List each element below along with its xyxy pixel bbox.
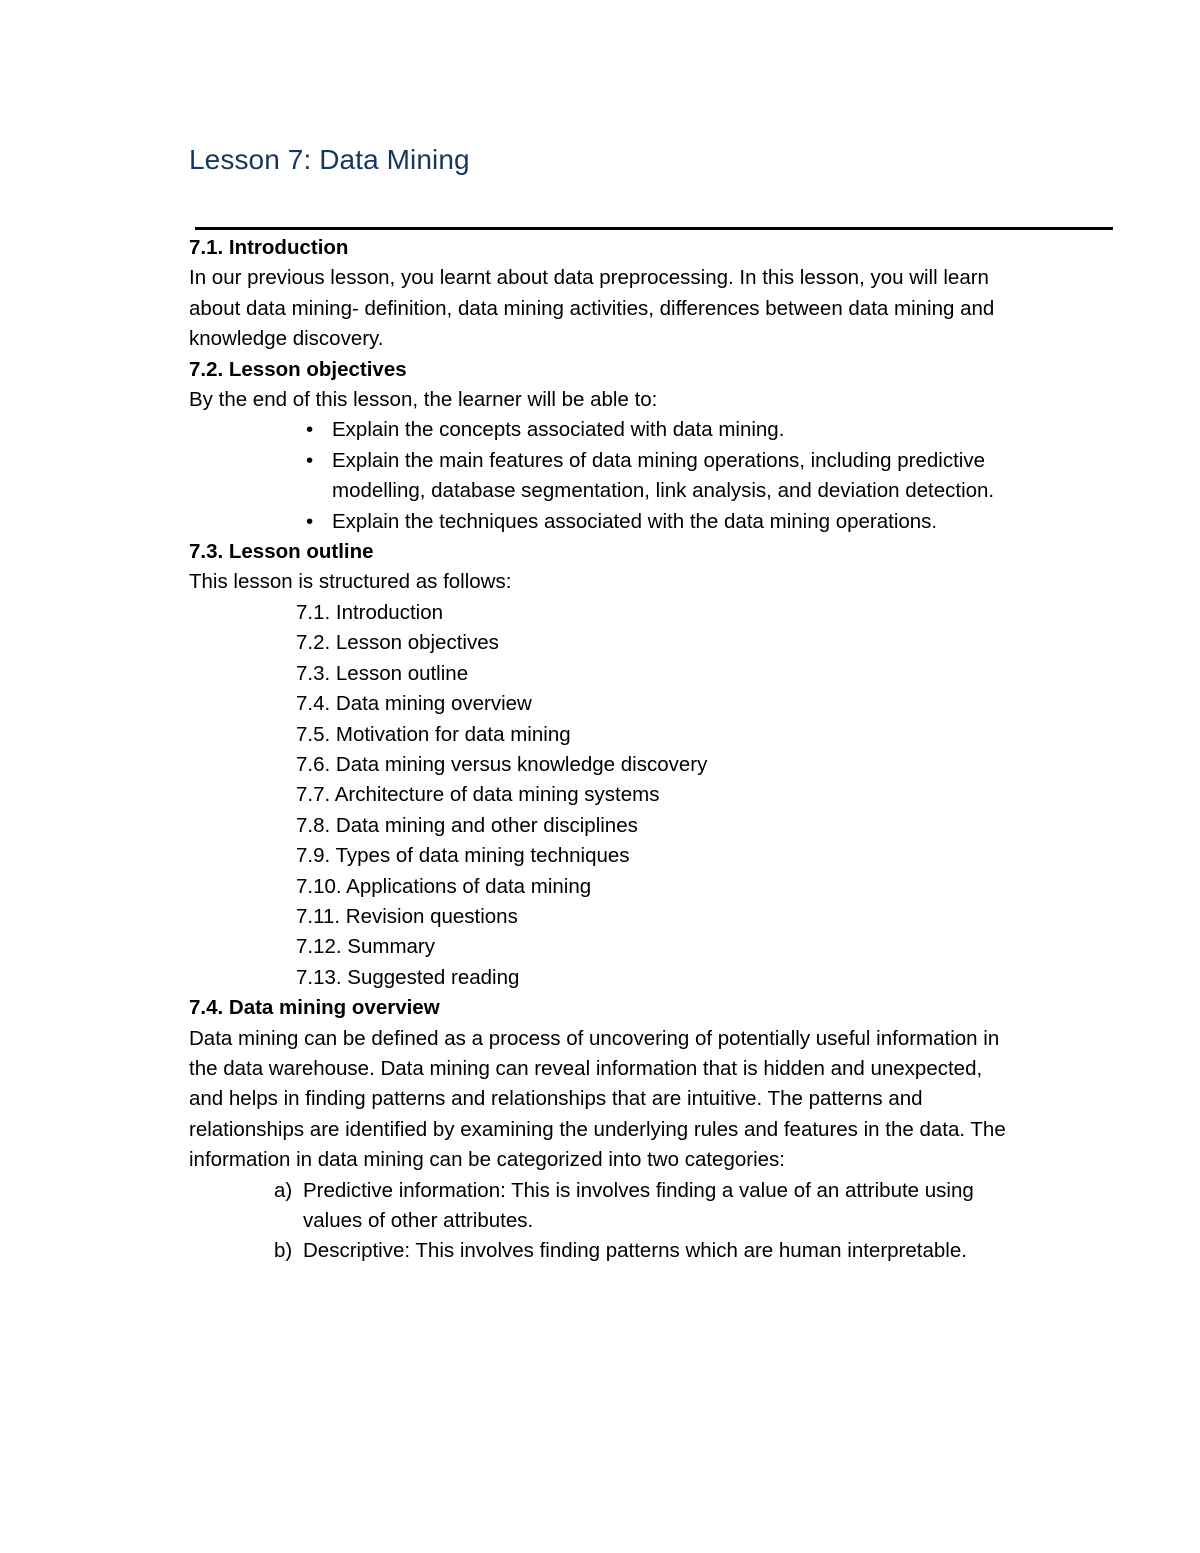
list-item (189, 446, 1019, 507)
objective-text: Explain the concepts associated with data mining. (332, 418, 785, 442)
lesson-content (189, 233, 1019, 1267)
overview-paragraph: Data mining can be defined as a process of uncovering of potentially useful information in the data warehouse. Data mining can reveal information that is hidden and unexpected, and helps in finding patterns and relationships that are intuitive. The patterns and relationships are identified by examining the underlying rules and features in the data. The information in data mining can be categorized into two categories: (189, 1026, 1006, 1172)
overview-categories-list (189, 1176, 1019, 1267)
outline-list (189, 598, 1019, 993)
category-text: Descriptive: This involves finding patterns which are human interpretable. (303, 1239, 967, 1263)
outline-item: 7.7. Architecture of data mining systems (296, 783, 660, 807)
objective-text: Explain the main features of data mining operations, including predictive modelling, database segmentation, link analysis, and deviation detection. (332, 448, 995, 503)
objectives-list (189, 415, 1019, 537)
outline-item: 7.5. Motivation for data mining (296, 722, 571, 746)
section-heading-overview: 7.4. Data mining overview (189, 996, 440, 1020)
objectives-lead: By the end of this lesson, the learner will be able to: (189, 388, 658, 412)
introduction-paragraph: In our previous lesson, you learnt about data preprocessing. In this lesson, you will learn about data mining- definition, data mining activities, differences between data mining and knowledge discovery. (189, 266, 995, 351)
outline-item: 7.6. Data mining versus knowledge discovery (296, 752, 708, 776)
outline-item: 7.13. Suggested reading (296, 965, 520, 989)
outline-item: 7.1. Introduction (296, 600, 444, 624)
lesson-title: Lesson 7: Data Mining (189, 144, 470, 175)
objective-text: Explain the techniques associated with the data mining operations. (332, 509, 938, 533)
list-item (189, 507, 1019, 537)
list-marker: a) (274, 1178, 293, 1202)
outline-item: 7.12. Summary (296, 935, 435, 959)
list-item (189, 1176, 1019, 1237)
outline-item: 7.2. Lesson objectives (296, 631, 499, 655)
outline-item: 7.4. Data mining overview (296, 692, 532, 716)
outline-item: 7.9. Types of data mining techniques (296, 844, 630, 868)
bullet-icon: • (306, 448, 314, 472)
outline-lead: This lesson is structured as follows: (189, 570, 512, 594)
outline-item: 7.11. Revision questions (296, 904, 518, 928)
outline-item: 7.10. Applications of data mining (296, 874, 592, 898)
section-heading-outline: 7.3. Lesson outline (189, 540, 374, 564)
title-rule (195, 227, 1113, 230)
list-item (189, 1236, 1019, 1266)
category-text: Predictive information: This is involves finding a value of an attribute using values of other attributes. (303, 1178, 974, 1232)
list-item (189, 415, 1019, 445)
bullet-icon: • (306, 418, 314, 442)
outline-item: 7.3. Lesson outline (296, 661, 469, 685)
bullet-icon: • (306, 509, 314, 533)
section-heading-introduction: 7.1. Introduction (189, 236, 349, 259)
section-heading-objectives: 7.2. Lesson objectives (189, 357, 407, 381)
outline-item: 7.8. Data mining and other disciplines (296, 813, 638, 837)
list-marker: b) (274, 1239, 293, 1263)
